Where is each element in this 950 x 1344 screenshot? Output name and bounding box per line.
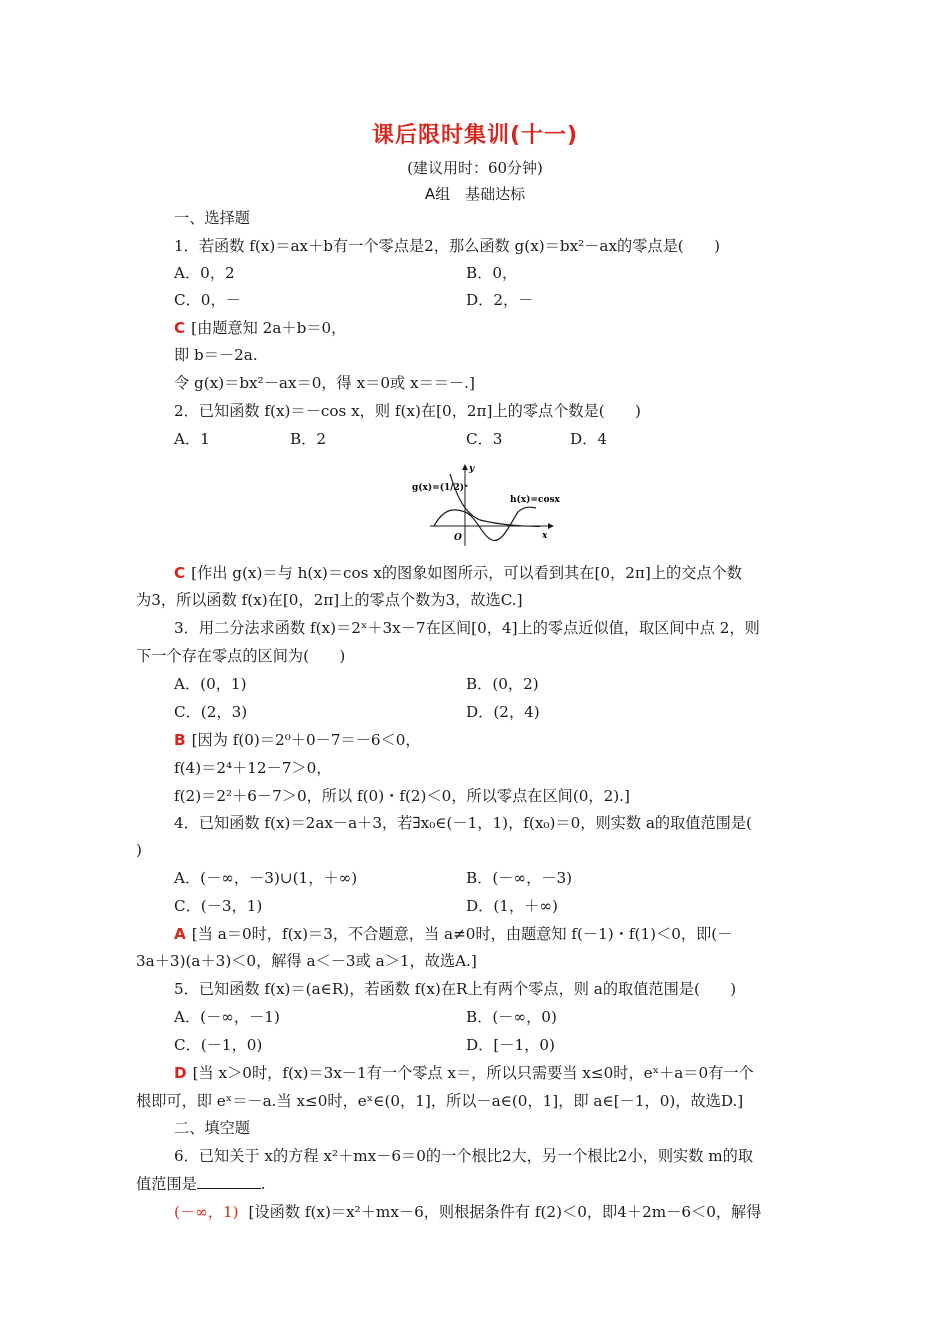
q5-solution-line1: [当 x＞0时，f(x)＝3x－1有一个零点 x＝，所以只需要当 x≤0时，eˣ＋a＝0有一个 bbox=[192, 1064, 754, 1082]
q3-solution-line3: f(2)＝2²＋6－7＞0，所以 f(0)・f(2)＜0，所以零点在区间(0，2).] bbox=[174, 787, 630, 805]
q1-solution-line1: [由题意知 2a＋b＝0， bbox=[191, 319, 347, 337]
q3-option-b: B．(0，2) bbox=[466, 675, 539, 693]
q1-solution-line3: 令 g(x)＝bx²－ax＝0，得 x＝0或 x＝＝－.] bbox=[174, 374, 475, 392]
g-label: g(x)=(1/2)ˣ bbox=[412, 483, 469, 493]
x-axis-arrow bbox=[548, 523, 554, 529]
q4-solution bbox=[174, 924, 732, 944]
q3-solution bbox=[174, 730, 421, 750]
q6-stem-line1: 6．已知关于 x的方程 x²＋mx－6＝0的一个根比2大，另一个根比2小，则实数 m的取 bbox=[174, 1147, 754, 1165]
q5-answer: D bbox=[174, 1064, 187, 1082]
q1-option-c: C．0，－ bbox=[174, 291, 241, 309]
q2-solution-line2: 为3，所以函数 f(x)在[0，2π]上的零点个数为3，故选C.] bbox=[136, 591, 523, 609]
q1-stem: 1．若函数 f(x)＝ax＋b有一个零点是2，那么函数 g(x)＝bx²－ax的零点是( ) bbox=[174, 237, 721, 255]
section-heading-choice: 一、选择题 bbox=[174, 209, 250, 227]
q6-stem-period: . bbox=[260, 1175, 266, 1193]
section-heading-fill: 二、填空题 bbox=[174, 1119, 250, 1137]
q5-option-c: C．(－1，0) bbox=[174, 1036, 263, 1054]
q6-solution bbox=[174, 1202, 761, 1222]
q3-answer: B bbox=[174, 731, 186, 749]
q2-option-d: D．4 bbox=[570, 430, 608, 448]
q4-answer: A bbox=[174, 925, 186, 943]
q4-option-a: A．(－∞，－3)∪(1，＋∞) bbox=[174, 869, 358, 887]
q5-stem: 5．已知函数 f(x)＝(a∈R)，若函数 f(x)在R上有两个零点，则 a的取值范围是( ) bbox=[174, 980, 737, 998]
q5-solution bbox=[174, 1063, 754, 1083]
q5-solution-line2: 根即可，即 eˣ＝－a.当 x≤0时，eˣ∈(0，1]，所以－a∈(0，1]，即 a∈[－1，0)，故选D.] bbox=[136, 1092, 744, 1110]
q1-option-a: A．0，2 bbox=[174, 264, 235, 282]
q6-answer-blank bbox=[197, 1174, 261, 1189]
q2-option-c: C．3 bbox=[466, 430, 503, 448]
q3-solution-line1: [因为 f(0)＝2⁰＋0－7＝－6＜0， bbox=[191, 731, 421, 749]
q6-stem-line2 bbox=[136, 1174, 266, 1194]
q6-answer: (－∞，1) bbox=[174, 1203, 239, 1221]
q4-solution-line1: [当 a＝0时，f(x)＝3，不合题意，当 a≠0时，由题意知 f(－1)・f(1)＜0，即(－ bbox=[191, 925, 733, 943]
q4-option-c: C．(－3，1) bbox=[174, 897, 263, 915]
q4-solution-line2: 3a＋3)(a＋3)＜0，解得 a＜－3或 a＞1，故选A.] bbox=[136, 952, 477, 970]
y-axis-arrow bbox=[462, 464, 468, 470]
q2-stem: 2．已知函数 f(x)＝－cos x，则 f(x)在[0，2π]上的零点个数是( ) bbox=[174, 402, 641, 420]
q6-solution-line1: [设函数 f(x)＝x²＋mx－6，则根据条件有 f(2)＜0，即4＋2m－6＜0，解得 bbox=[248, 1203, 762, 1221]
h-curve bbox=[434, 507, 536, 540]
q4-option-d: D．(1，＋∞) bbox=[466, 897, 558, 915]
q3-stem-line2: 下一个存在零点的区间为( ) bbox=[136, 647, 346, 665]
h-label: h(x)=cosx bbox=[510, 495, 560, 505]
q1-option-d: D．2，－ bbox=[466, 291, 534, 309]
q5-option-d: D．[－1，0) bbox=[466, 1036, 555, 1054]
function-graph-figure bbox=[410, 462, 570, 552]
q3-option-c: C．(2，3) bbox=[174, 703, 248, 721]
q2-option-b: B．2 bbox=[290, 430, 327, 448]
q3-option-d: D．(2，4) bbox=[466, 703, 540, 721]
q3-option-a: A．(0，1) bbox=[174, 675, 247, 693]
suggested-time: (建议用时：60分钟) bbox=[407, 159, 543, 177]
q6-stem-text: 值范围是 bbox=[136, 1175, 197, 1193]
q2-solution-line1: [作出 g(x)＝与 h(x)＝cos x的图象如图所示，可以看到其在[0，2π]上的交点个数 bbox=[191, 564, 742, 582]
x-axis-label: x bbox=[542, 531, 548, 541]
page-title: 课后限时集训(十一) bbox=[371, 123, 579, 148]
q4-option-b: B．(－∞，－3) bbox=[466, 869, 573, 887]
q3-stem-line1: 3．用二分法求函数 f(x)＝2ˣ＋3x－7在区间[0，4]上的零点近似值，取区间中点 2，则 bbox=[174, 619, 760, 637]
q1-option-b: B．0， bbox=[466, 264, 518, 282]
q3-solution-line2: f(4)＝2⁴＋12－7＞0， bbox=[174, 759, 332, 777]
q4-stem-line1: 4．已知函数 f(x)＝2ax－a＋3，若∃x₀∈(－1，1)，f(x₀)＝0，则实数 a的取值范围是( bbox=[174, 814, 752, 832]
origin-label: O bbox=[454, 533, 462, 543]
q5-option-b: B．(－∞，0) bbox=[466, 1008, 557, 1026]
q1-answer: C bbox=[174, 319, 186, 337]
group-heading: A组 基础达标 bbox=[424, 185, 526, 203]
q5-option-a: A．(－∞，－1) bbox=[174, 1008, 280, 1026]
q2-solution bbox=[174, 563, 742, 583]
q2-option-a: A．1 bbox=[174, 430, 210, 448]
q2-answer: C bbox=[174, 564, 186, 582]
q4-stem-line2: ) bbox=[136, 841, 142, 859]
q1-solution bbox=[174, 318, 346, 338]
y-axis-label: y bbox=[469, 464, 475, 474]
q1-solution-line2: 即 b＝－2a. bbox=[174, 346, 258, 364]
